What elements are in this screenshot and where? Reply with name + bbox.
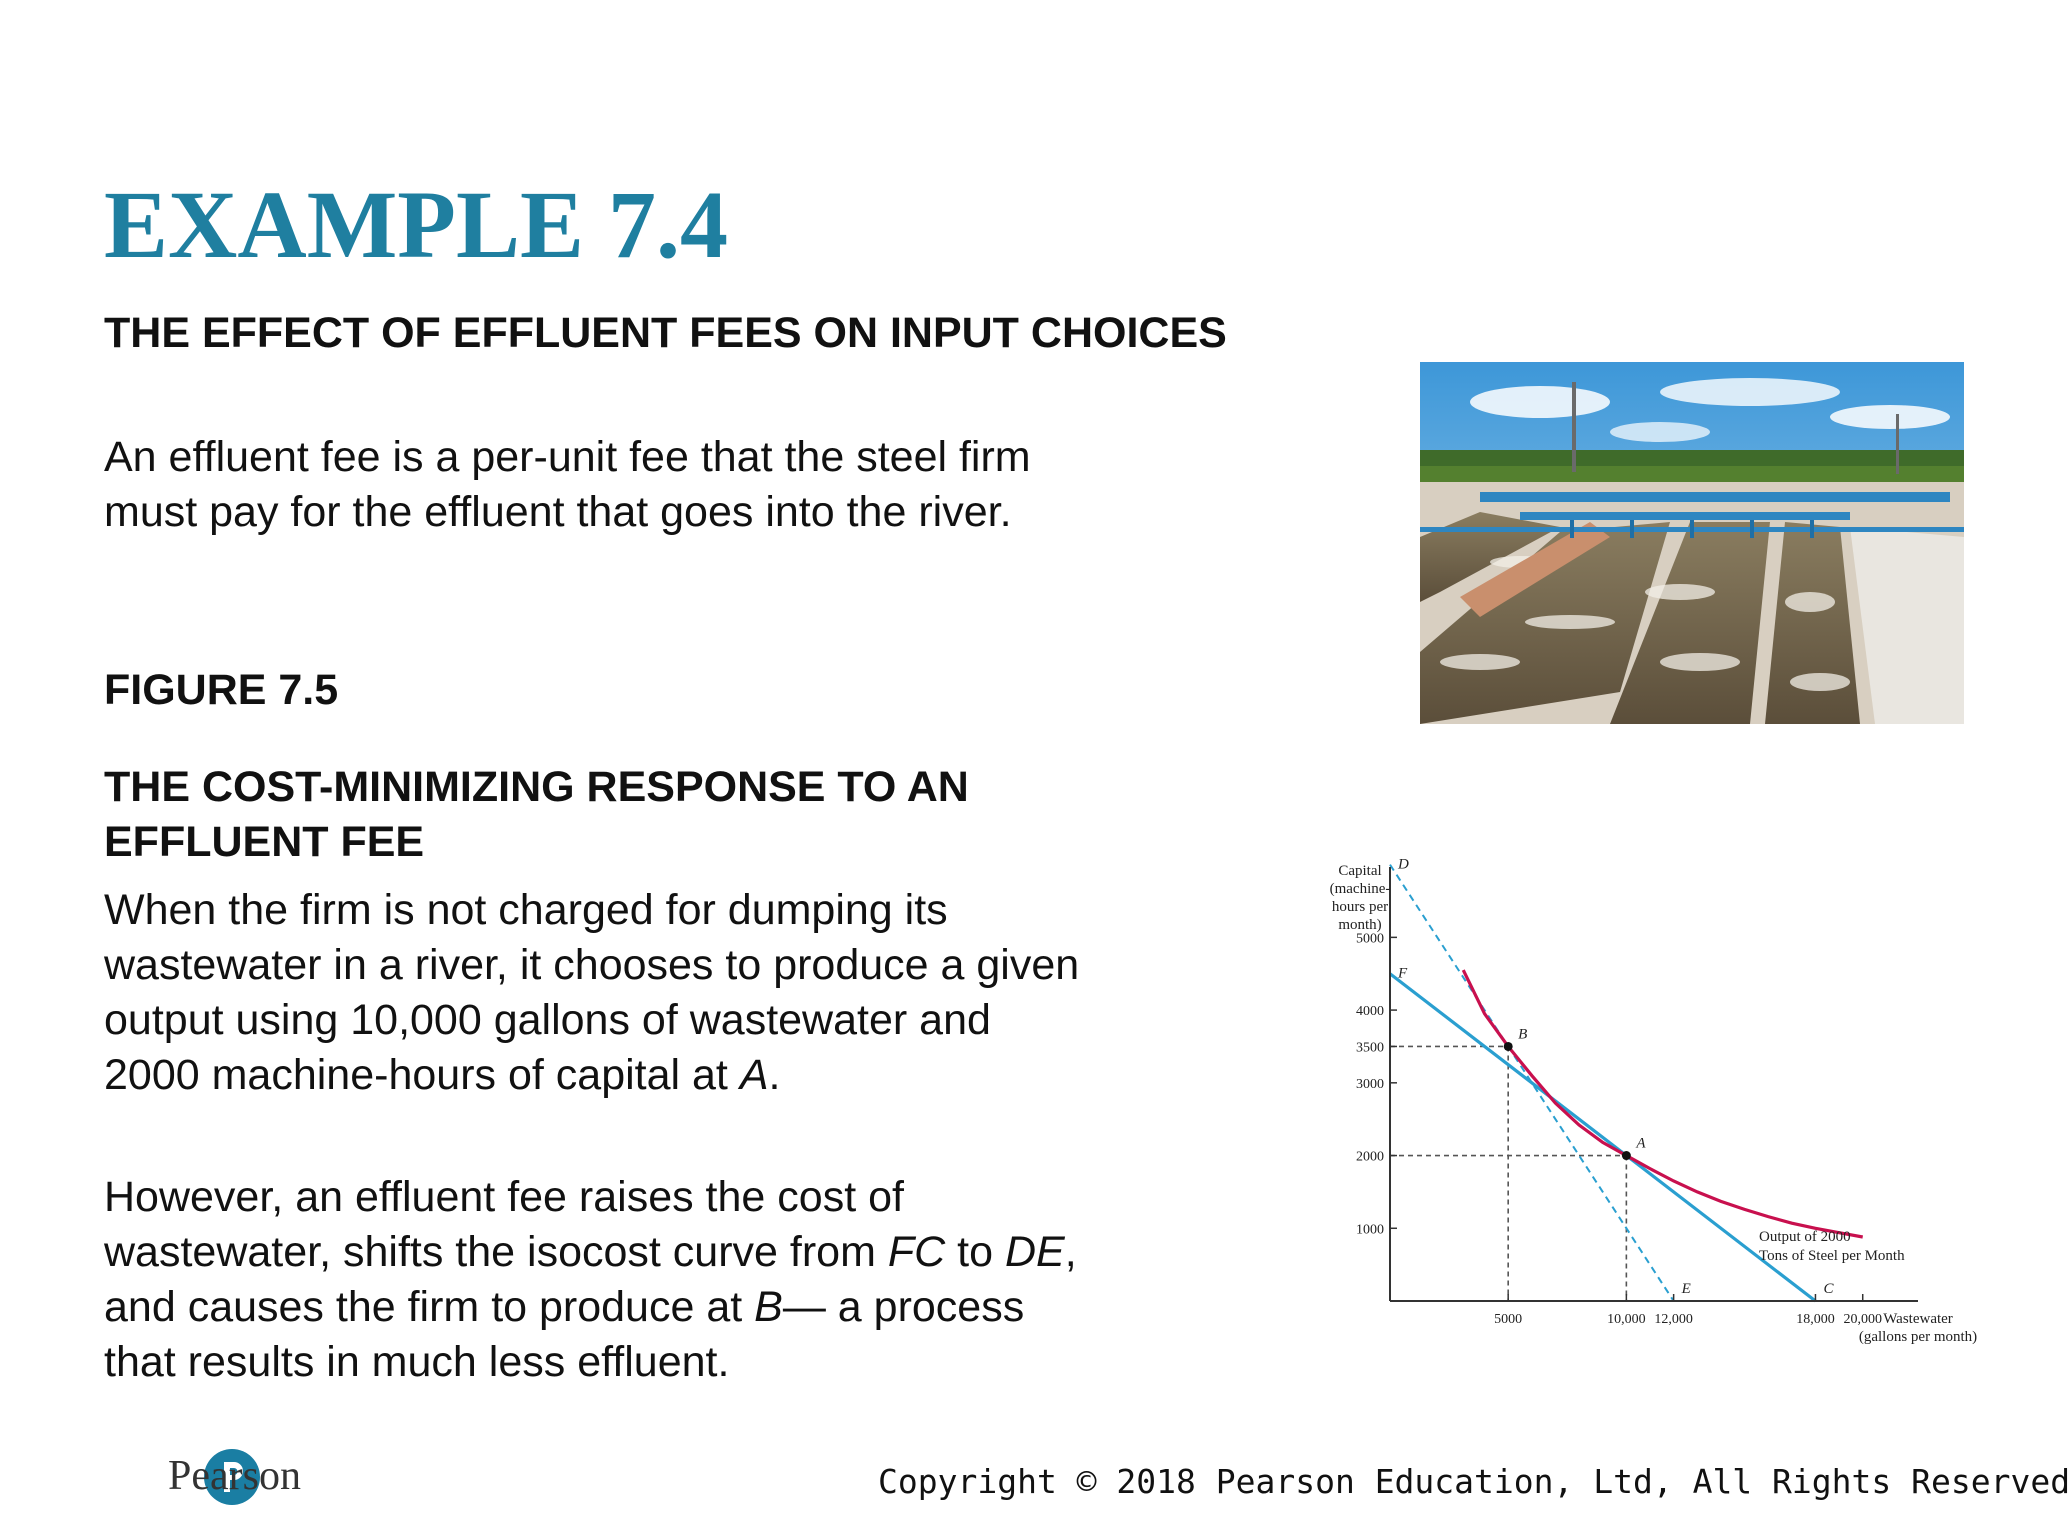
para1-text: When the firm is not charged for dumping its wastewater in a river, it chooses to produce a given output using 10,000 gallons of wastewater and 2000 machine-hours of capital at <box>104 886 1080 1099</box>
figure-title: THE COST-MINIMIZING RESPONSE TO AN EFFLUENT FEE <box>104 763 969 866</box>
x-tick-label-5000: 5000 <box>1494 1312 1523 1327</box>
para2-text-4: — a process that results in much less effluent. <box>104 1283 1025 1386</box>
para2-text-1: However, an effluent fee raises the cost of wastewater, shifts the isocost curve from <box>104 1173 904 1276</box>
y-tick-label-3000: 3000 <box>1356 1076 1384 1092</box>
isoquant-line <box>1463 970 1862 1237</box>
y-tick-label-2000: 2000 <box>1356 1149 1384 1165</box>
para1-point-a: A <box>739 1051 769 1099</box>
x-tick-label-12000: 12,000 <box>1654 1312 1693 1327</box>
x-tick-label-20000: 20,000 <box>1843 1312 1882 1327</box>
y-axis-title-line-3: month) <box>1338 917 1382 933</box>
para2-de: DE <box>1004 1228 1065 1276</box>
y-tick-label-1000: 1000 <box>1356 1222 1384 1238</box>
y-tick-label-4000: 4000 <box>1356 1004 1384 1020</box>
example-subtitle: THE EFFECT OF EFFLUENT FEES ON INPUT CHOICES <box>104 309 1227 357</box>
para2-text-3: , and causes the firm to produce at <box>104 1228 1077 1331</box>
para2-b: B <box>754 1283 783 1331</box>
isocost-FC-line <box>1390 974 1815 1301</box>
copyright-notice: Copyright © 2018 Pearson Education, Ltd, All Rights Reserved <box>878 1462 2070 1501</box>
x-tick-label-18000: 18,000 <box>1796 1312 1835 1327</box>
x-axis-title-line-0: Wastewater <box>1883 1311 1953 1327</box>
pearson-brand-name: Pearson <box>168 1453 301 1499</box>
example-title: EXAMPLE 7.4 <box>104 171 728 278</box>
line-label-C: C <box>1823 1281 1834 1297</box>
line-label-D: D <box>1398 856 1409 873</box>
y-axis-title-line-1: (machine- <box>1329 881 1391 897</box>
line-label-F: F <box>1398 965 1408 982</box>
y-tick-label-5000: 5000 <box>1356 931 1384 947</box>
para2-fc: FC <box>887 1228 946 1276</box>
point-B <box>1504 1042 1513 1051</box>
isoquant-annotation-line-1: Tons of Steel per Month <box>1759 1248 1905 1264</box>
y-axis-title-line-2: hours per <box>1331 899 1389 915</box>
figure-description-2 <box>104 1170 1084 1390</box>
para2-text-2: to <box>945 1228 1005 1276</box>
isocost-isoquant-chart <box>1270 855 1978 1365</box>
point-label-B: B <box>1518 1026 1528 1043</box>
figure-label: FIGURE 7.5 <box>104 666 339 714</box>
y-tick-label-3500: 3500 <box>1356 1040 1384 1056</box>
isoquant-annotation-line-0: Output of 2000 <box>1759 1229 1851 1245</box>
intro-paragraph: An effluent fee is a per-unit fee that the steel firm must pay for the effluent that goes into the river. <box>104 433 1031 536</box>
para1-end: . <box>768 1051 781 1099</box>
line-label-E: E <box>1681 1281 1691 1297</box>
x-tick-label-10000: 10,000 <box>1607 1312 1646 1327</box>
wastewater-treatment-plant-photo <box>1420 362 1964 724</box>
x-axis-title-line-1: (gallons per month) <box>1858 1329 1978 1345</box>
point-A <box>1622 1151 1631 1160</box>
point-label-A: A <box>1636 1135 1646 1152</box>
figure-description-1 <box>104 883 1084 1103</box>
y-axis-title-line-0: Capital <box>1338 863 1382 879</box>
